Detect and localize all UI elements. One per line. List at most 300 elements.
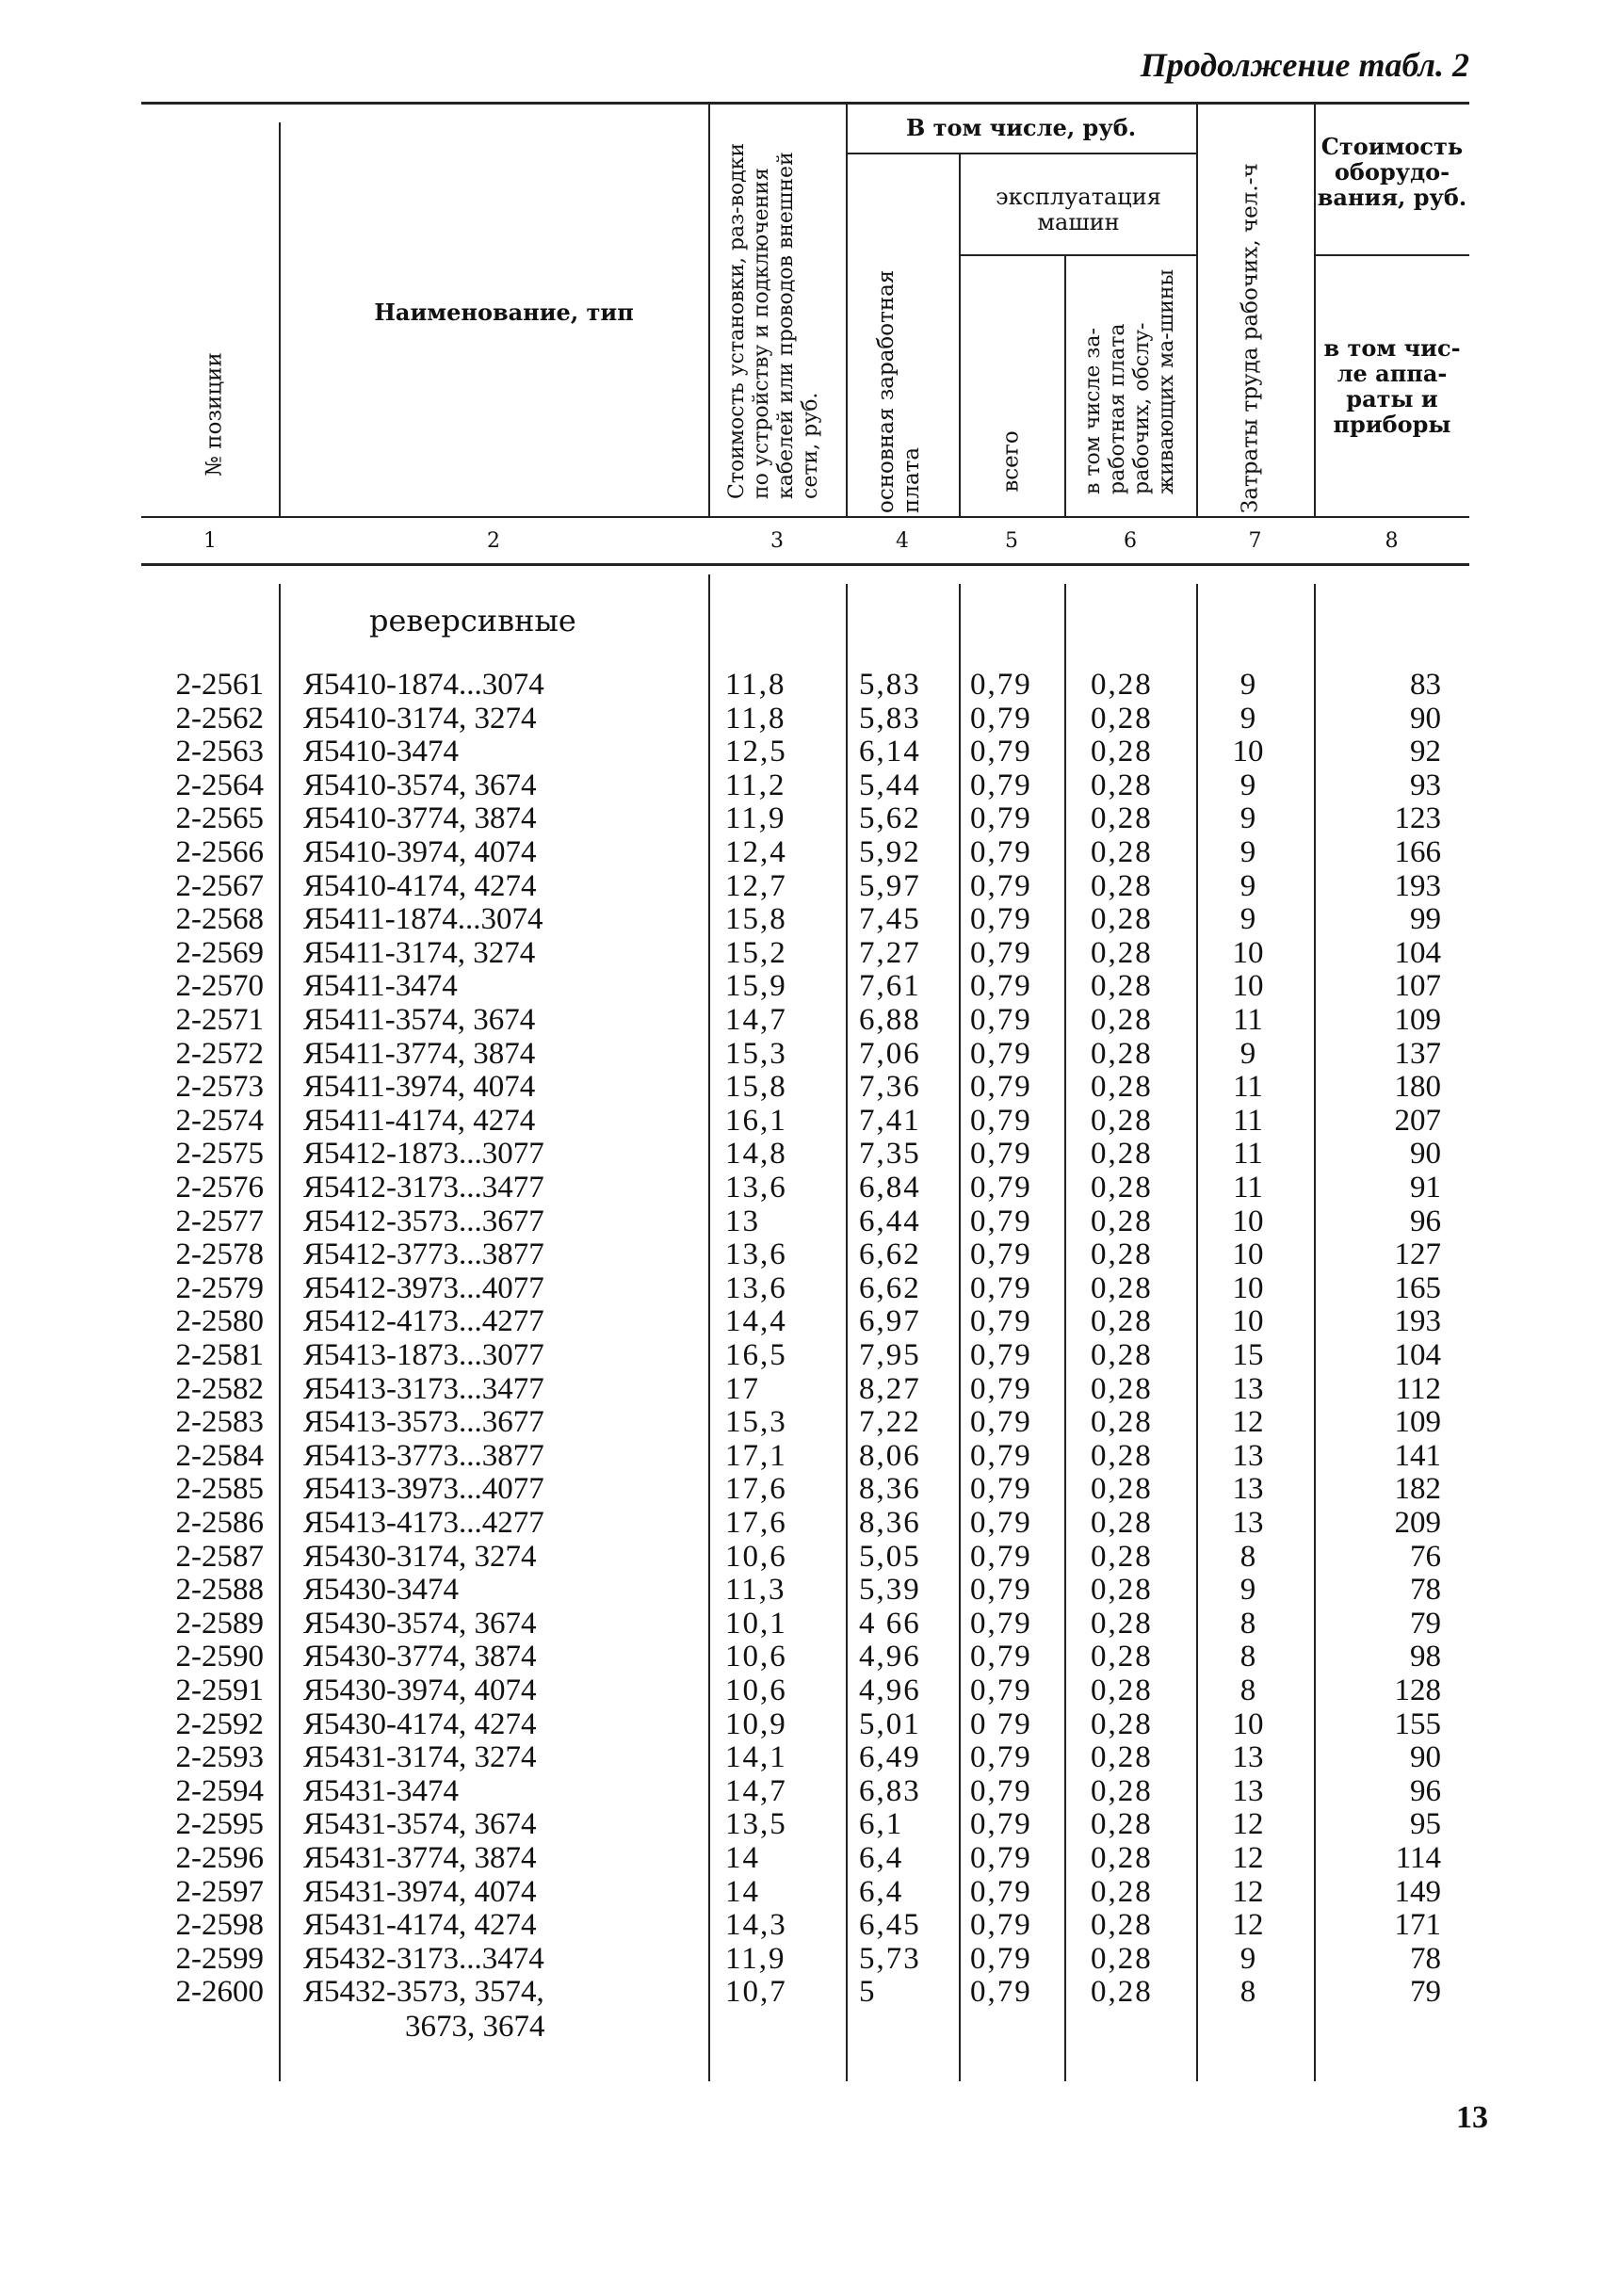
machines-wage-cell: 0,28 <box>1091 1640 1153 1673</box>
position-cell: 2-2599 <box>175 1942 264 1976</box>
position-cell: 2-2568 <box>175 902 264 936</box>
install-cost-cell: 12,5 <box>725 735 787 768</box>
name-cell: Я5413-3573...3677 <box>303 1405 544 1439</box>
machines-wage-cell: 0,28 <box>1091 1372 1153 1406</box>
install-cost-cell: 15,3 <box>725 1037 787 1071</box>
machines-total-cell: 0,79 <box>970 1271 1032 1305</box>
wage-cell: 6,4 <box>859 1875 904 1909</box>
install-cost-cell: 11,9 <box>725 1942 786 1976</box>
machines-total-cell: 0,79 <box>970 768 1032 802</box>
machines-wage-cell: 0,28 <box>1091 1137 1153 1171</box>
equipment-cell: 107 <box>1394 969 1441 1003</box>
wage-cell: 6,14 <box>859 735 921 768</box>
wage-cell: 5,97 <box>859 869 921 903</box>
machines-total-cell: 0,79 <box>970 835 1032 869</box>
equipment-cell: 155 <box>1394 1707 1441 1741</box>
labor-cell: 12 <box>1232 1807 1264 1841</box>
name-cell: Я5431-3974, 4074 <box>303 1875 537 1909</box>
machines-total-cell: 0,79 <box>970 1740 1032 1774</box>
labor-cell: 13 <box>1232 1472 1264 1506</box>
machines-total-cell: 0 79 <box>970 1707 1032 1741</box>
machines-wage-cell: 0,28 <box>1091 1774 1153 1808</box>
wage-cell: 4,96 <box>859 1673 921 1707</box>
machines-total-cell: 0,79 <box>970 1472 1032 1506</box>
table-row <box>0 1071 1620 1104</box>
equipment-cell: 93 <box>1410 768 1441 802</box>
machines-wage-cell: 0,28 <box>1091 1807 1153 1841</box>
labor-cell: 11 <box>1233 1003 1263 1037</box>
machines-wage-cell: 0,28 <box>1091 1472 1153 1506</box>
machines-total-cell: 0,79 <box>970 869 1032 903</box>
machines-total-cell: 0,79 <box>970 1640 1032 1673</box>
position-cell: 2-2584 <box>175 1439 264 1473</box>
machines-wage-cell: 0,28 <box>1091 1271 1153 1305</box>
wage-cell: 5 <box>859 1975 877 2009</box>
machines-wage-cell: 0,28 <box>1091 1607 1153 1641</box>
labor-cell: 12 <box>1232 1405 1264 1439</box>
position-cell: 2-2578 <box>175 1237 264 1271</box>
machines-total-cell: 0,79 <box>970 1304 1032 1338</box>
table-row <box>0 1574 1620 1607</box>
table-row <box>0 1473 1620 1506</box>
wage-cell: 8,06 <box>859 1439 921 1473</box>
wage-cell: 6,44 <box>859 1205 921 1238</box>
machines-total-cell: 0,79 <box>970 1673 1032 1707</box>
group-equipment-rule <box>1314 254 1469 256</box>
header-group-equipment: Стоимость оборудо-вания, руб. <box>1317 133 1467 211</box>
name-cell: Я5432-3173...3474 <box>303 1942 544 1976</box>
machines-total-cell: 0,79 <box>970 1573 1032 1607</box>
table-row <box>0 1976 1620 2009</box>
machines-total-cell: 0,79 <box>970 1003 1032 1037</box>
header-col4: основная заработная плата <box>874 269 924 513</box>
wage-cell: 7,06 <box>859 1037 921 1071</box>
last-row-continuation: 3673, 3674 <box>405 2010 545 2044</box>
machines-wage-cell: 0,28 <box>1091 1338 1153 1372</box>
machines-wage-cell: 0,28 <box>1091 735 1153 768</box>
equipment-cell: 127 <box>1394 1237 1441 1271</box>
name-cell: Я5413-3973...4077 <box>303 1472 544 1506</box>
machines-wage-cell: 0,28 <box>1091 1304 1153 1338</box>
equipment-cell: 99 <box>1410 902 1441 936</box>
machines-total-cell: 0,79 <box>970 702 1032 736</box>
install-cost-cell: 11,8 <box>725 702 786 736</box>
machines-wage-cell: 0,28 <box>1091 1506 1153 1540</box>
name-cell: Я5430-3574, 3674 <box>303 1607 537 1641</box>
header-divider-2 <box>708 104 710 516</box>
wage-cell: 6,97 <box>859 1304 921 1338</box>
install-cost-cell: 12,7 <box>725 869 787 903</box>
machines-total-cell: 0,79 <box>970 1439 1032 1473</box>
labor-cell: 9 <box>1239 702 1256 736</box>
name-cell: Я5412-3773...3877 <box>303 1237 544 1271</box>
machines-total-cell: 0,79 <box>970 1137 1032 1171</box>
labor-cell: 10 <box>1232 936 1264 970</box>
position-cell: 2-2566 <box>175 835 264 869</box>
table-continuation-caption: Продолжение табл. 2 <box>1140 46 1469 84</box>
equipment-cell: 180 <box>1394 1070 1441 1104</box>
machines-wage-cell: 0,28 <box>1091 1875 1153 1909</box>
equipment-cell: 123 <box>1394 801 1441 835</box>
table-row <box>0 1238 1620 1271</box>
labor-cell: 10 <box>1232 1205 1264 1238</box>
machines-total-cell: 0,79 <box>970 1205 1032 1238</box>
position-cell: 2-2564 <box>175 768 264 802</box>
header-group-incl: В том числе, руб. <box>905 114 1137 141</box>
table-row <box>0 1741 1620 1774</box>
machines-wage-cell: 0,28 <box>1091 1037 1153 1071</box>
table-row <box>0 1775 1620 1808</box>
table-row <box>0 1038 1620 1071</box>
install-cost-cell: 15,8 <box>725 902 787 936</box>
table-row <box>0 1641 1620 1673</box>
name-cell: Я5412-3973...4077 <box>303 1271 544 1305</box>
install-cost-cell: 11,9 <box>725 801 786 835</box>
machines-total-cell: 0,79 <box>970 1070 1032 1104</box>
page-number: 13 <box>1456 2100 1488 2135</box>
name-cell: Я5410-4174, 4274 <box>303 869 537 903</box>
header-divider-1 <box>279 122 281 516</box>
name-cell: Я5410-1874...3074 <box>303 668 544 702</box>
equipment-cell: 137 <box>1394 1037 1441 1071</box>
install-cost-cell: 10,6 <box>725 1640 787 1673</box>
name-cell: Я5412-4173...4277 <box>303 1304 544 1338</box>
equipment-cell: 104 <box>1394 1338 1441 1372</box>
machines-total-cell: 0,79 <box>970 1372 1032 1406</box>
wage-cell: 7,27 <box>859 936 921 970</box>
table-row <box>0 1272 1620 1305</box>
install-cost-cell: 10,1 <box>725 1607 787 1641</box>
equipment-cell: 209 <box>1394 1506 1441 1540</box>
name-cell: Я5412-3573...3677 <box>303 1205 544 1238</box>
section-title: реверсивные <box>369 603 576 639</box>
name-cell: Я5431-3574, 3674 <box>303 1807 537 1841</box>
position-cell: 2-2570 <box>175 969 264 1003</box>
install-cost-cell: 17,1 <box>725 1439 787 1473</box>
install-cost-cell: 12,4 <box>725 835 787 869</box>
machines-wage-cell: 0,28 <box>1091 1975 1153 2009</box>
table-row <box>0 1943 1620 1976</box>
position-cell: 2-2593 <box>175 1740 264 1774</box>
equipment-cell: 128 <box>1394 1673 1441 1707</box>
machines-wage-cell: 0,28 <box>1091 1740 1153 1774</box>
equipment-cell: 78 <box>1410 1942 1441 1976</box>
wage-cell: 5,92 <box>859 835 921 869</box>
install-cost-cell: 13,6 <box>725 1171 787 1205</box>
machines-wage-cell: 0,28 <box>1091 1171 1153 1205</box>
labor-cell: 8 <box>1239 1640 1256 1673</box>
position-cell: 2-2574 <box>175 1104 264 1138</box>
machines-wage-cell: 0,28 <box>1091 1205 1153 1238</box>
labor-cell: 8 <box>1239 1607 1256 1641</box>
name-cell: Я5430-3474 <box>303 1573 459 1607</box>
name-cell: Я5411-3574, 3674 <box>303 1003 536 1037</box>
wage-cell: 8,36 <box>859 1472 921 1506</box>
wage-cell: 8,36 <box>859 1506 921 1540</box>
colnum-2: 2 <box>487 529 500 553</box>
install-cost-cell: 11,3 <box>725 1573 786 1607</box>
table-top-rule <box>141 102 1469 105</box>
install-cost-cell: 14 <box>725 1841 760 1875</box>
machines-wage-cell: 0,28 <box>1091 1439 1153 1473</box>
labor-cell: 13 <box>1232 1372 1264 1406</box>
machines-wage-cell: 0,28 <box>1091 1237 1153 1271</box>
machines-total-cell: 0,79 <box>970 1908 1032 1942</box>
wage-cell: 7,45 <box>859 902 921 936</box>
labor-cell: 9 <box>1239 1037 1256 1071</box>
labor-cell: 15 <box>1232 1338 1264 1372</box>
machines-wage-cell: 0,28 <box>1091 1707 1153 1741</box>
machines-wage-cell: 0,28 <box>1091 869 1153 903</box>
position-cell: 2-2592 <box>175 1707 264 1741</box>
machines-wage-cell: 0,28 <box>1091 1942 1153 1976</box>
machines-wage-cell: 0,28 <box>1091 1841 1153 1875</box>
position-cell: 2-2585 <box>175 1472 264 1506</box>
colnum-8: 8 <box>1385 529 1399 553</box>
machines-total-cell: 0,79 <box>970 1540 1032 1574</box>
group-incl-rule <box>846 153 1196 154</box>
position-cell: 2-2594 <box>175 1774 264 1808</box>
labor-cell: 12 <box>1232 1875 1264 1909</box>
position-cell: 2-2591 <box>175 1673 264 1707</box>
machines-total-cell: 0,79 <box>970 1237 1032 1271</box>
wage-cell: 7,35 <box>859 1137 921 1171</box>
labor-cell: 9 <box>1239 1942 1256 1976</box>
wage-cell: 6,83 <box>859 1774 921 1808</box>
wage-cell: 5,05 <box>859 1540 921 1574</box>
machines-wage-cell: 0,28 <box>1091 835 1153 869</box>
labor-cell: 13 <box>1232 1740 1264 1774</box>
name-cell: Я5430-3174, 3274 <box>303 1540 537 1574</box>
table-row <box>0 836 1620 869</box>
labor-cell: 13 <box>1232 1506 1264 1540</box>
machines-total-cell: 0,79 <box>970 1875 1032 1909</box>
labor-cell: 11 <box>1233 1171 1263 1205</box>
colnum-bottom-rule <box>141 563 1469 566</box>
wage-cell: 6,4 <box>859 1841 904 1875</box>
header-bottom-rule <box>141 516 1469 518</box>
equipment-cell: 149 <box>1394 1875 1441 1909</box>
labor-cell: 10 <box>1232 969 1264 1003</box>
equipment-cell: 91 <box>1410 1171 1441 1205</box>
table-row <box>0 1004 1620 1037</box>
position-cell: 2-2571 <box>175 1003 264 1037</box>
install-cost-cell: 14,7 <box>725 1774 787 1808</box>
header-col5: всего <box>998 430 1024 493</box>
equipment-cell: 96 <box>1410 1205 1441 1238</box>
install-cost-cell: 15,2 <box>725 936 787 970</box>
labor-cell: 8 <box>1239 1540 1256 1574</box>
wage-cell: 7,22 <box>859 1405 921 1439</box>
colnum-7: 7 <box>1248 529 1262 553</box>
wage-cell: 6,1 <box>859 1807 904 1841</box>
name-cell: Я5430-3774, 3874 <box>303 1640 537 1673</box>
table-row <box>0 1406 1620 1439</box>
name-cell: Я5431-3474 <box>303 1774 459 1808</box>
machines-total-cell: 0,79 <box>970 668 1032 702</box>
equipment-cell: 165 <box>1394 1271 1441 1305</box>
position-cell: 2-2583 <box>175 1405 264 1439</box>
equipment-cell: 83 <box>1410 668 1441 702</box>
header-col2: Наименование, тип <box>374 299 634 326</box>
name-cell: Я5411-3174, 3274 <box>303 936 536 970</box>
equipment-cell: 96 <box>1410 1774 1441 1808</box>
name-cell: Я5411-3974, 4074 <box>303 1070 536 1104</box>
table-row <box>0 1138 1620 1171</box>
header-col7: Затраты труда рабочих, чел.-ч <box>1238 163 1263 513</box>
install-cost-cell: 16,5 <box>725 1338 787 1372</box>
name-cell: Я5432-3573, 3574, <box>303 1975 544 2009</box>
wage-cell: 6,45 <box>859 1908 921 1942</box>
name-cell: Я5430-3974, 4074 <box>303 1673 537 1707</box>
equipment-cell: 141 <box>1394 1439 1441 1473</box>
install-cost-cell: 13,5 <box>725 1807 787 1841</box>
table-row <box>0 903 1620 936</box>
table-row <box>0 1608 1620 1641</box>
equipment-cell: 90 <box>1410 702 1441 736</box>
header-col6: в том числе за-работная плата рабочих, обслу-живающих ма-шины <box>1081 268 1178 494</box>
install-cost-cell: 10,7 <box>725 1975 787 2009</box>
labor-cell: 9 <box>1239 801 1256 835</box>
install-cost-cell: 14,8 <box>725 1137 787 1171</box>
machines-wage-cell: 0,28 <box>1091 902 1153 936</box>
machines-wage-cell: 0,28 <box>1091 668 1153 702</box>
position-cell: 2-2587 <box>175 1540 264 1574</box>
labor-cell: 8 <box>1239 1673 1256 1707</box>
table-row <box>0 802 1620 835</box>
wage-cell: 5,01 <box>859 1707 921 1741</box>
machines-wage-cell: 0,28 <box>1091 1673 1153 1707</box>
table-row <box>0 1305 1620 1338</box>
labor-cell: 10 <box>1232 1271 1264 1305</box>
name-cell: Я5411-4174, 4274 <box>303 1104 536 1138</box>
install-cost-cell: 14 <box>725 1875 760 1909</box>
machines-total-cell: 0,79 <box>970 801 1032 835</box>
equipment-cell: 171 <box>1394 1908 1441 1942</box>
position-cell: 2-2573 <box>175 1070 264 1104</box>
table-row <box>0 769 1620 802</box>
name-cell: Я5413-1873...3077 <box>303 1338 544 1372</box>
equipment-cell: 79 <box>1410 1975 1441 2009</box>
equipment-cell: 193 <box>1394 1304 1441 1338</box>
machines-wage-cell: 0,28 <box>1091 969 1153 1003</box>
position-cell: 2-2595 <box>175 1807 264 1841</box>
header-group-machines: эксплуатация машин <box>996 184 1161 235</box>
labor-cell: 8 <box>1239 1975 1256 2009</box>
position-cell: 2-2579 <box>175 1271 264 1305</box>
install-cost-cell: 13,6 <box>725 1237 787 1271</box>
header-divider-4 <box>959 153 961 516</box>
table-row <box>0 937 1620 970</box>
name-cell: Я5411-1874...3074 <box>303 902 543 936</box>
name-cell: Я5431-3774, 3874 <box>303 1841 537 1875</box>
install-cost-cell: 14,1 <box>725 1740 787 1774</box>
name-cell: Я5430-4174, 4274 <box>303 1707 537 1741</box>
colnum-3: 3 <box>770 529 784 553</box>
labor-cell: 13 <box>1232 1774 1264 1808</box>
equipment-cell: 114 <box>1395 1841 1441 1875</box>
labor-cell: 9 <box>1239 869 1256 903</box>
wage-cell: 5,73 <box>859 1942 921 1976</box>
install-cost-cell: 14,3 <box>725 1908 787 1942</box>
machines-wage-cell: 0,28 <box>1091 801 1153 835</box>
labor-cell: 9 <box>1239 902 1256 936</box>
install-cost-cell: 10,9 <box>725 1707 787 1741</box>
name-cell: Я5411-3474 <box>303 969 458 1003</box>
table-row <box>0 1105 1620 1138</box>
machines-wage-cell: 0,28 <box>1091 1908 1153 1942</box>
table-row <box>0 1373 1620 1406</box>
install-cost-cell: 11,8 <box>725 668 786 702</box>
table-row <box>0 1205 1620 1238</box>
machines-total-cell: 0,79 <box>970 936 1032 970</box>
header-divider-5 <box>1064 254 1066 516</box>
install-cost-cell: 15,8 <box>725 1070 787 1104</box>
table-row <box>0 1674 1620 1707</box>
equipment-cell: 76 <box>1410 1540 1441 1574</box>
position-cell: 2-2561 <box>175 668 264 702</box>
machines-wage-cell: 0,28 <box>1091 702 1153 736</box>
wage-cell: 6,62 <box>859 1237 921 1271</box>
table-row <box>0 1339 1620 1372</box>
equipment-cell: 95 <box>1410 1807 1441 1841</box>
equipment-cell: 90 <box>1410 1137 1441 1171</box>
table-row <box>0 1808 1620 1841</box>
header-divider-7 <box>1314 104 1316 516</box>
install-cost-cell: 14,4 <box>725 1304 787 1338</box>
labor-cell: 9 <box>1239 768 1256 802</box>
machines-total-cell: 0,79 <box>970 902 1032 936</box>
name-cell: Я5412-1873...3077 <box>303 1137 544 1171</box>
install-cost-cell: 10,6 <box>725 1673 787 1707</box>
position-cell: 2-2588 <box>175 1573 264 1607</box>
equipment-cell: 207 <box>1394 1104 1441 1138</box>
wage-cell: 7,95 <box>859 1338 921 1372</box>
install-cost-cell: 17,6 <box>725 1506 787 1540</box>
wage-cell: 4 66 <box>859 1607 921 1641</box>
wage-cell: 7,61 <box>859 969 921 1003</box>
wage-cell: 6,49 <box>859 1740 921 1774</box>
equipment-cell: 182 <box>1394 1472 1441 1506</box>
machines-total-cell: 0,79 <box>970 1405 1032 1439</box>
table-row <box>0 1172 1620 1205</box>
position-cell: 2-2572 <box>175 1037 264 1071</box>
position-cell: 2-2562 <box>175 702 264 736</box>
labor-cell: 11 <box>1233 1070 1263 1104</box>
labor-cell: 10 <box>1232 1304 1264 1338</box>
equipment-cell: 104 <box>1394 936 1441 970</box>
equipment-cell: 166 <box>1394 835 1441 869</box>
position-cell: 2-2600 <box>175 1975 264 2009</box>
equipment-cell: 109 <box>1394 1405 1441 1439</box>
machines-total-cell: 0,79 <box>970 969 1032 1003</box>
name-cell: Я5410-3174, 3274 <box>303 702 537 736</box>
name-cell: Я5413-3773...3877 <box>303 1439 544 1473</box>
install-cost-cell: 11,2 <box>725 768 786 802</box>
wage-cell: 5,44 <box>859 768 921 802</box>
wage-cell: 5,39 <box>859 1573 921 1607</box>
wage-cell: 5,83 <box>859 702 921 736</box>
equipment-cell: 193 <box>1394 869 1441 903</box>
colnum-5: 5 <box>1005 529 1018 553</box>
table-row <box>0 1909 1620 1942</box>
wage-cell: 8,27 <box>859 1372 921 1406</box>
header-col3: Стоимость установки, раз-водки по устройству и подключения кабелей или проводов внешней сети, руб. <box>725 142 822 499</box>
name-cell: Я5410-3474 <box>303 735 459 768</box>
header-col8: в том чис-ле аппа-раты и приборы <box>1323 334 1461 438</box>
name-cell: Я5412-3173...3477 <box>303 1171 544 1205</box>
position-cell: 2-2589 <box>175 1607 264 1641</box>
